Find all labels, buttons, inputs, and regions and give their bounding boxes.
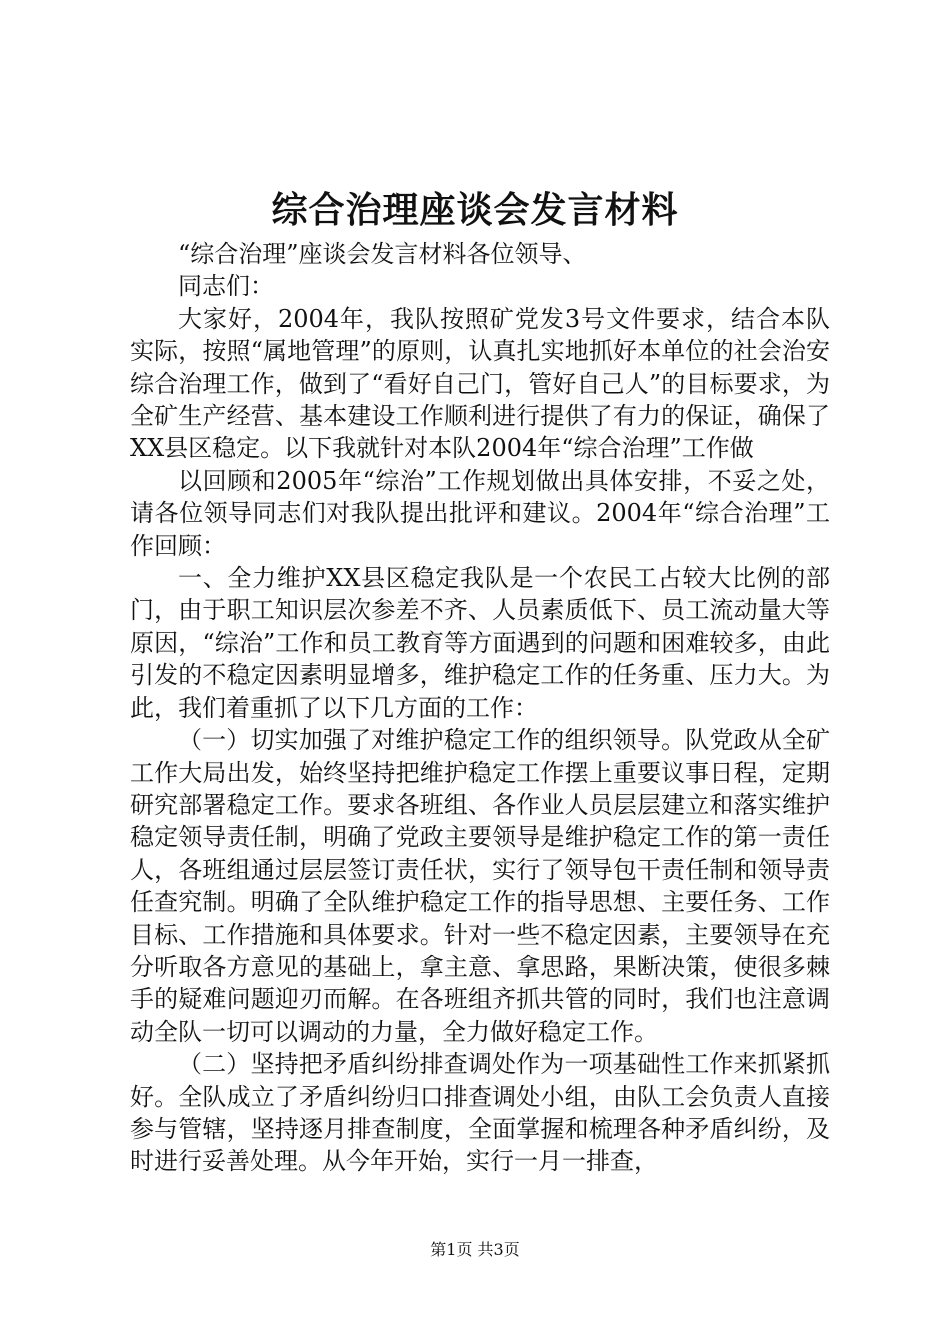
paragraph: （二）坚持把矛盾纠纷排查调处作为一项基础性工作来抓紧抓好。全队成立了矛盾纠纷归口排查调处小组，由队工会负责人直接参与管辖，坚持逐月排查制度，全面掌握和梳理各种矛盾纠纷，及时进行妥善处理。从今年开始，实行一月一排查， [130,1050,830,1176]
paragraph: （一）切实加强了对维护稳定工作的组织领导。队党政从全矿工作大局出发，始终坚持把维护稳定工作摆上重要议事日程，定期研究部署稳定工作。要求各班组、各作业人员层层建立和落实维护稳定领导责任制，明确了党政主要领导是维护稳定工作的第一责任人，各班组通过层层签订责任状，实行了领导包干责任制和领导责任查究制。明确了全队维护稳定工作的指导思想、主要任务、工作目标、工作措施和具体要求。针对一些不稳定因素，主要领导在充分听取各方意见的基础上，拿主意、拿思路，果断决策，使很多棘手的疑难问题迎刃而解。在各班组齐抓共管的同时，我们也注意调动全队一切可以调动的力量，全力做好稳定工作。 [130,726,830,1046]
paragraph: 大家好，2004年，我队按照矿党发3号文件要求，结合本队实际，按照“属地管理”的原则，认真扎实地抓好本单位的社会治安综合治理工作，做到了“看好自己门，管好自己人”的目标要求，为全矿生产经营、基本建设工作顺利进行提供了有力的保证，确保了XX县区稳定。以下我就针对本队2004年“综合治理”工作做 [130,304,830,463]
paragraph: 以回顾和2005年“综治”工作规划做出具体安排，不妥之处，请各位领导同志们对我队提出批评和建议。2004年“综合治理”工作回顾： [130,466,830,560]
paragraph: 一、全力维护XX县区稳定我队是一个农民工占较大比例的部门，由于职工知识层次参差不齐、人员素质低下、员工流动量大等原因，“综治”工作和员工教育等方面遇到的问题和困难较多，由此引发的不稳定因素明显增多，维护稳定工作的任务重、压力大。为此，我们着重抓了以下几方面的工作： [130,564,830,722]
paragraph: “综合治理”座谈会发言材料各位领导、 [178,240,587,268]
page-number-footer: 第1页 共3页 [430,1240,520,1259]
document-body [130,238,830,1178]
document-title: 综合治理座谈会发言材料 [271,189,679,231]
paragraph: 同志们： [178,272,274,301]
